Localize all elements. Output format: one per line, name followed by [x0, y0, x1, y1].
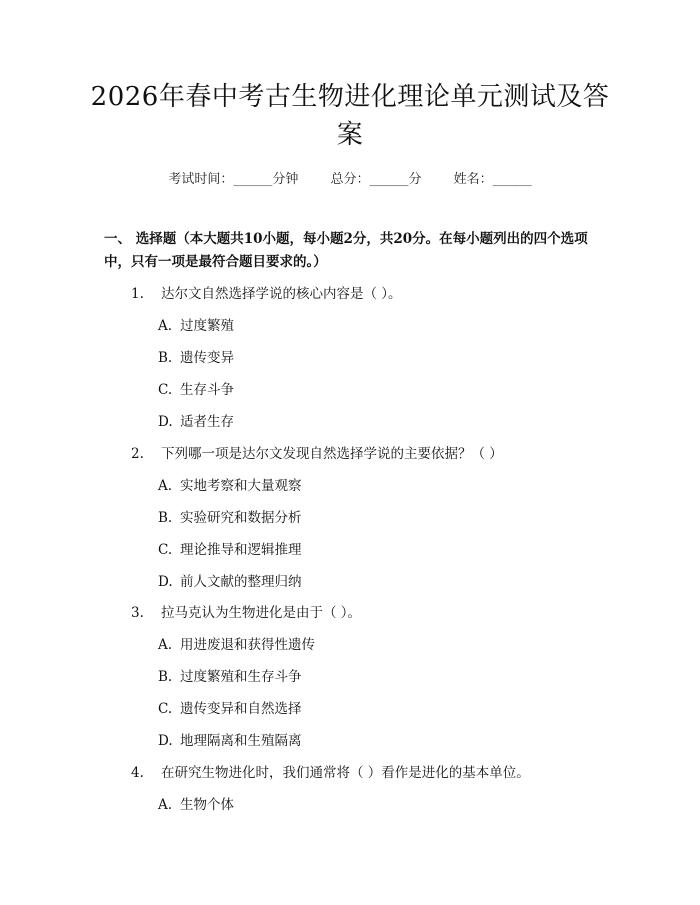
- option-letter: C.: [158, 542, 173, 558]
- option-text: 前人文献的整理归纳: [180, 574, 302, 590]
- option-letter: B.: [158, 350, 173, 366]
- section-heading: 一、 选择题（本大题共10小题，每小题2分，共20分。在每小题列出的四个选项中，只有一项是最符合题目要求的。）: [104, 231, 588, 270]
- option-letter: A.: [158, 637, 173, 653]
- q1-option-c: [158, 378, 234, 398]
- q2-option-c: [158, 538, 302, 558]
- q4-option-a: [158, 793, 234, 813]
- option-letter: B.: [158, 510, 173, 526]
- option-letter: D.: [158, 733, 173, 749]
- option-text: 实地考察和大量观察: [180, 478, 302, 494]
- q2-option-d: [158, 570, 302, 590]
- q2-option-a: [158, 474, 302, 494]
- q3-option-d: [158, 729, 302, 749]
- question-number: 4.: [131, 765, 144, 781]
- exam-meta: [0, 168, 700, 187]
- q3-option-b: [158, 665, 302, 685]
- question-4: [131, 761, 530, 781]
- option-letter: A.: [158, 797, 173, 813]
- question-text: 在研究生物进化时，我们通常将（ ）看作是进化的基本单位。: [161, 765, 530, 781]
- question-text: 拉马克认为生物进化是由于（ ）。: [161, 605, 362, 621]
- option-letter: A.: [158, 318, 173, 334]
- question-number: 3.: [131, 605, 144, 621]
- option-text: 生物个体: [180, 797, 234, 813]
- option-text: 遗传变异: [180, 350, 234, 366]
- exam-score: 总分：______分: [330, 172, 422, 187]
- q1-option-a: [158, 314, 234, 334]
- option-text: 理论推导和逻辑推理: [180, 542, 302, 558]
- option-letter: C.: [158, 382, 173, 398]
- exam-time: 考试时间：______分钟: [168, 172, 299, 187]
- q2-option-b: [158, 506, 302, 526]
- q1-option-b: [158, 346, 234, 366]
- question-text: 下列哪一项是达尔文发现自然选择学说的主要依据？（ ）: [161, 446, 503, 462]
- option-text: 适者生存: [180, 414, 234, 430]
- exam-name: 姓名：______: [453, 172, 532, 187]
- question-number: 2.: [131, 446, 144, 462]
- q3-option-a: [158, 633, 315, 653]
- q3-option-c: [158, 697, 302, 717]
- option-text: 用进废退和获得性遗传: [180, 637, 315, 653]
- question-1: [131, 282, 402, 302]
- option-text: 生存斗争: [180, 382, 234, 398]
- option-letter: C.: [158, 701, 173, 717]
- option-text: 过度繁殖: [180, 318, 234, 334]
- q1-option-d: [158, 410, 234, 430]
- option-letter: D.: [158, 414, 173, 430]
- option-letter: B.: [158, 669, 173, 685]
- question-3: [131, 601, 361, 621]
- document-title: 2026年春中考古生物进化理论单元测试及答案: [90, 82, 610, 150]
- option-text: 实验研究和数据分析: [180, 510, 302, 526]
- question-number: 1.: [131, 286, 144, 302]
- option-text: 地理隔离和生殖隔离: [180, 733, 302, 749]
- option-text: 遗传变异和自然选择: [180, 701, 302, 717]
- option-letter: D.: [158, 574, 173, 590]
- question-2: [131, 442, 503, 462]
- option-letter: A.: [158, 478, 173, 494]
- option-text: 过度繁殖和生存斗争: [180, 669, 302, 685]
- question-text: 达尔文自然选择学说的核心内容是（ ）。: [161, 286, 402, 302]
